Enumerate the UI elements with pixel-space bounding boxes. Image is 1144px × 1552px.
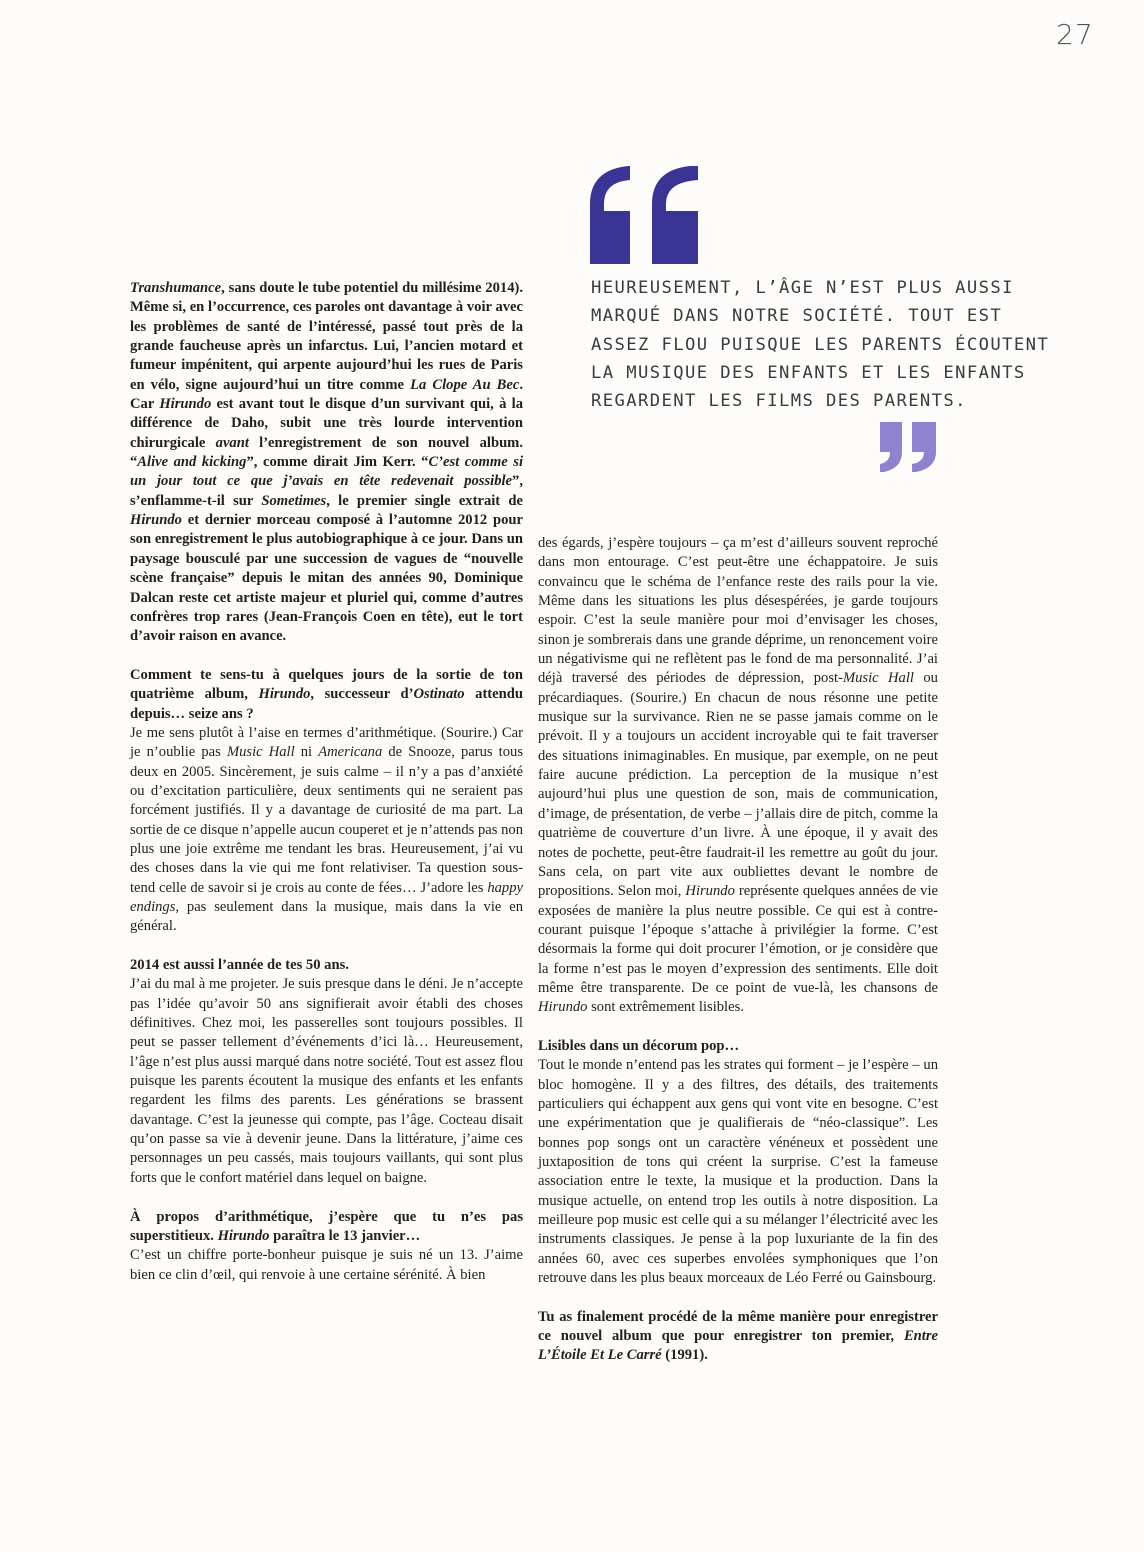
open-quote-mark-right [652,166,698,264]
italic-title-text: Transhumance [130,280,222,296]
body-text: représente quelques années de vie exposées de manière la plus neutre possible. Ce qui est à contre-courant puisque l’époque s’attache à privilégier la forme. C’est désormais la forme qui doit procurer l’émotion, or je considère que la forme n’est pas le moyen d’expression des sentiments. Elle doit même être transparente. De ce point de vue-là, les chansons de [538,883,938,996]
italic-title-text: Sometimes [261,492,327,509]
answer-paragraph [130,975,523,1188]
pull-quote-line: LA MUSIQUE DES ENFANTS ET LES ENFANTS [591,362,1026,383]
pull-quote-line: HEUREUSEMENT, L’ÂGE N’EST PLUS AUSSI [591,278,1014,298]
page-number: 27 [1056,18,1094,51]
body-text: attendu depuis… seize ans ? [130,686,523,722]
pull-quote-line: ASSEZ FLOU PUISQUE LES PARENTS ÉCOUTENT [591,334,1050,355]
italic-title-text: Hirundo [258,686,311,703]
italic-title-text: La Clope Au Bec [410,376,520,393]
pull-quote-line: MARQUÉ DANS NOTRE SOCIÉTÉ. TOUT EST [591,306,1003,327]
body-text: J’ai du mal à me projeter. Je suis presque dans le déni. Je n’accepte pas l’idée qu’avoir 50 ans signifierait avoir établi des choses définitives. Chez moi, les passerelles sont toujours possibles. Il peut se passer tellement d’événements d’ici là… Heureusement, l’âge n’est plus aussi marqué dans notre société. Tout est assez flou puisque les parents écoutent la musique des enfants et les enfants regardent les films des parents. Les générations se brassent davantage. C’est la jeunesse qui compte, pas l’âge. Cocteau disait qu’on passe sa vie à devenir jeune. Dans la littérature, j’aime ces personnages un peu cassés, mais toujours vaillants, qui sont plus forts que le confort matériel dans lequel on baigne. [130,976,523,1186]
body-text: Je me sens plutôt à l’aise en termes d’arithmétique. (Sourire.) Car je n’oublie pas [130,724,523,761]
body-text: (1991). [661,1347,708,1364]
pull-quote [591,274,1101,415]
italic-title-text: Music Hall [842,670,914,687]
body-text: sont extrêmement lisibles. [587,999,744,1016]
open-quote-mark-left [590,166,630,264]
body-text: , pas seulement dans la musique, mais dans la vie en général. [130,899,523,935]
article-column-left [130,279,523,1285]
question-paragraph [130,956,523,975]
italic-title-text: Ostinato [413,686,465,703]
question-paragraph [538,1308,938,1366]
question-paragraph [130,279,523,647]
body-text: , successeur d’ [310,686,414,703]
body-text: ou précardiaques. (Sourire.) En chacun de nous résonne une petite musique sur la survivance. Rien ne se passe jamais comme on le prévoit. Il y a toujours un accident incroyable qui te fait traverser des situations inimaginables. En musique, par exemple, on ne peut faire aucune prédiction. La perception de la musique n’est aujourd’hui plus une question de son, mais de communication, d’image, de présentation, de verbe – j’allais dire de pitch, comme la quatrième de couverture d’un livre. À une époque, il y avait des notes de pochette, peut-être faudrait-il les remettre au goût du jour. Sans cela, on part vite aux oubliettes devant le nombre de propositions. Selon moi, [538,670,938,900]
italic-title-text: Americana [318,744,383,761]
answer-paragraph [538,1056,938,1288]
body-text: À propos d’arithmétique, j’espère que tu n’es pas superstitieux. [130,1208,523,1244]
italic-title-text: happy endings [130,879,523,915]
pull-quote-line: REGARDENT LES FILMS DES PARENTS. [591,391,967,412]
body-text: paraîtra le 13 janvier… [269,1227,421,1244]
body-text: . Car [130,376,523,413]
body-text: ”, s’enflamme-t-il sur [130,473,523,509]
body-text: C’est un chiffre porte-bonheur puisque je suis né un 13. J’aime bien ce clin d’œil, qui renvoie à une certaine sérénité. À bien [130,1247,523,1283]
question-paragraph [538,1037,938,1056]
italic-title-text: Alive and kicking [137,454,247,471]
body-text: 2014 est aussi l’année de tes 50 ans. [130,957,349,974]
body-text: Comment te sens-tu à quelques jours de la sortie de ton quatrième album, [130,666,523,703]
body-text: l’enregistrement de son nouvel album. “ [130,434,523,471]
article-column-right [538,534,938,1385]
body-text: de Snooze, parus tous deux en 2005. Sincèrement, je suis calme – il n’y a pas d’anxiété ou d’excitation particulière, deux sentiments qui ne seraient pas forcément justifiés. Il y a davantage de curiosité de ma part. La sortie de ce disque n’appelle aucun couperet et je n’attends pas non plus une joie extrême me tendant les bras. Heureusement, j’ai vu des choses dans la vie qui me font relativiser. Ta question sous-tend celle de savoir si je crois au conte de fées… J’adore les [130,744,523,896]
question-paragraph [130,666,523,724]
answer-paragraph [130,1246,523,1285]
italic-title-text: Hirundo [159,396,212,413]
body-text: Tout le monde n’entend pas les strates qui forment – je l’espère – un bloc homogène. Il y a des filtres, des détails, des traitements particuliers qui échappent aux gens qui vont vite en besogne. C’est une expérimentation que je qualifierais de “néo-classique”. Les bonnes pop songs ont un caractère vénéneux et possèdent une juxtaposition de tons qui créent la surprise. C’est la fameuse association entre le texte, la musique et la production. Dans la musique actuelle, on entend trop les outils à notre disposition. La meilleure pop music est celle qui a su mélanger l’électricité avec les instruments classiques. Je pense à la pop luxuriante de la fin des années 60, avec ces superbes envolées symphoniques que l’on retrouve dans les plus beaux morceaux de Léo Ferré ou Gainsbourg. [538,1057,938,1287]
body-text: est avant tout le disque d’un survivant qui, à la différence de Daho, subit une très lourde intervention chirurgicale [130,396,523,451]
italic-title-text: Hirundo [685,883,735,900]
italic-title-text: Entre L’Étoile Et Le Carré [538,1328,938,1364]
italic-title-text: Music Hall [226,744,295,761]
italic-title-text: C’est comme si un jour tout ce que j’avais en tête redevenait possible [130,454,524,490]
italic-title-text: Hirundo [217,1227,270,1244]
body-text: Lisibles dans un décorum pop… [538,1037,740,1054]
body-text: des égards, j’espère toujours – ça m’est d’ailleurs souvent reproché dans mon entourage. C’est peut-être une échappatoire. Je suis convaincu que le schéma de l’enfance reste des rails pour la vie. Même dans les situations les plus désespérées, je garde toujours espoir. C’est la seule manière pour moi d’envisager les choses, sinon je sombrerais dans une grande déprime, un renoncement voire un négativisme qui ne reflètent pas le fond de ma personnalité. J’ai déjà traversé des périodes de dépression, post- [538,535,938,687]
body-text: ”, comme dirait Jim Kerr. “ [246,454,429,471]
italic-title-text: Hirundo [538,999,588,1016]
italic-title-text: Hirundo [130,512,182,529]
italic-title-text: avant [215,434,249,451]
body-text: ni [294,744,319,761]
question-paragraph [130,1208,523,1247]
answer-paragraph [538,534,938,1018]
body-text: , sans doute le tube potentiel du millésime 2014). Même si, en l’occurrence, ces paroles ont davantage à voir avec les problèmes de santé de l’intéressé, passé tout près de la grande faucheuse après un infarctus. Lui, l’ancien motard et fumeur impénitent, qui arpente aujourd’hui les rues de Paris en vélo, signe aujourd’hui un titre comme [130,280,523,393]
body-text: Tu as finalement procédé de la même manière pour enregistrer ce nouvel album que pour enregistrer ton premier, [538,1308,938,1345]
answer-paragraph [130,724,523,937]
body-text: et dernier morceau composé à l’automne 2012 pour son enregistrement le plus autobiographique à ce jour. Dans un paysage bousculé par une succession de vagues de “nouvelle scène française” depuis le mitan des années 90, Dominique Dalcan reste cet artiste majeur et pluriel qui, comme d’autres confrères trop rares (Jean-François Coen en tête), eut le tort d’avoir raison en avance. [130,512,523,645]
open-quote-icon [590,166,700,264]
body-text: , le premier single extrait de [326,492,523,509]
close-quote-icon [880,422,936,472]
